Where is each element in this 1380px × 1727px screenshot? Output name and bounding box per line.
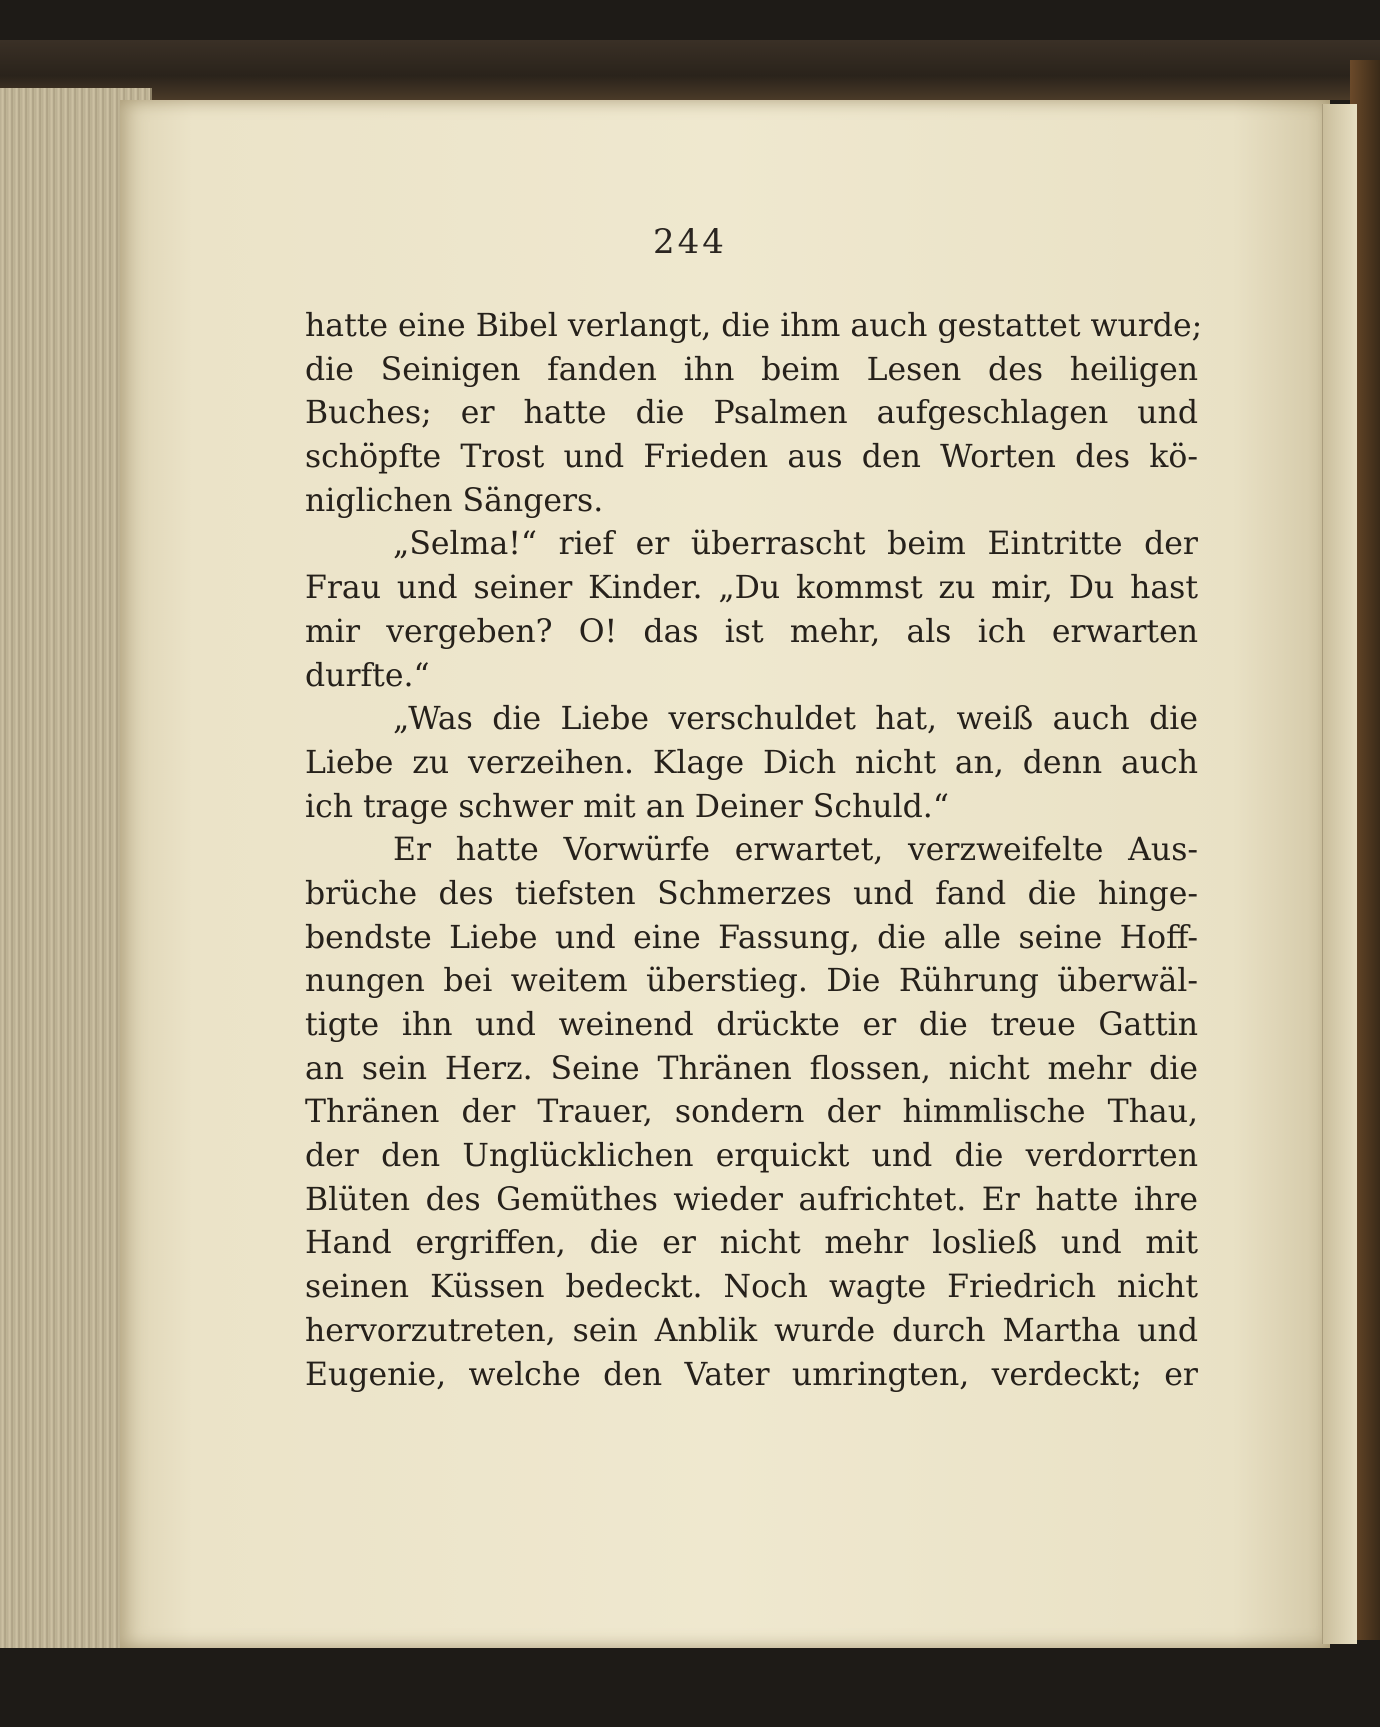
book-cover-top xyxy=(0,40,1380,100)
text-line: Eugenie, welche den Vater umringten, verdeckt; er xyxy=(305,1356,1198,1393)
text-line: Liebe zu verzeihen. Klage Dich nicht an, denn auch xyxy=(305,744,1198,781)
text-line: ich trage schwer mit an Deiner Schuld.“ xyxy=(305,788,949,825)
page-body-text xyxy=(305,305,1203,1397)
text-line: Er hatte Vorwürfe erwartet, verzweifelte Aus- xyxy=(393,832,1198,869)
text-line: schöpfte Trost und Frieden aus den Worten des kö- xyxy=(305,439,1198,476)
text-line: nungen bei weitem überstieg. Die Rührung überwäl- xyxy=(305,963,1198,1000)
text-line: brüche des tiefsten Schmerzes und fand die hinge- xyxy=(305,875,1198,912)
text-line: mir vergeben? O! das ist mehr, als ich erwarten xyxy=(305,613,1198,650)
text-line: Buches; er hatte die Psalmen aufgeschlagen und xyxy=(305,395,1198,432)
text-line: Blüten des Gemüthes wieder aufrichtet. Er hatte ihre xyxy=(305,1181,1198,1218)
text-line: niglichen Sängers. xyxy=(305,482,604,519)
page-number: 244 xyxy=(653,222,727,262)
text-line: „Selma!“ rief er überrascht beim Eintritte der xyxy=(393,526,1198,563)
text-line: die Seinigen fanden ihn beim Lesen des heiligen xyxy=(305,351,1198,388)
text-line: hervorzutreten, sein Anblik wurde durch Martha und xyxy=(305,1312,1198,1349)
text-line: hatte eine Bibel verlangt, die ihm auch gestattet wurde; xyxy=(305,308,1203,344)
text-line: durfte.“ xyxy=(305,657,430,694)
text-line: an sein Herz. Seine Thränen flossen, nicht mehr die xyxy=(305,1050,1198,1087)
text-line: seinen Küssen bedeckt. Noch wagte Friedrich nicht xyxy=(305,1269,1198,1306)
facing-page-edge xyxy=(1322,104,1357,1644)
text-line: der den Unglücklichen erquickt und die verdorrten xyxy=(305,1138,1198,1175)
text-line: Thränen der Trauer, sondern der himmlische Thau, xyxy=(305,1094,1198,1131)
text-line: Hand ergriffen, die er nicht mehr losließ und mit xyxy=(305,1225,1198,1262)
text-line: bendste Liebe und eine Fassung, die alle seine Hoff- xyxy=(305,919,1198,956)
text-line: Frau und seiner Kinder. „Du kommst zu mir, Du hast xyxy=(305,570,1198,607)
text-line: tigte ihn und weinend drückte er die treue Gattin xyxy=(305,1007,1198,1043)
text-line: „Was die Liebe verschuldet hat, weiß auch die xyxy=(393,701,1198,738)
